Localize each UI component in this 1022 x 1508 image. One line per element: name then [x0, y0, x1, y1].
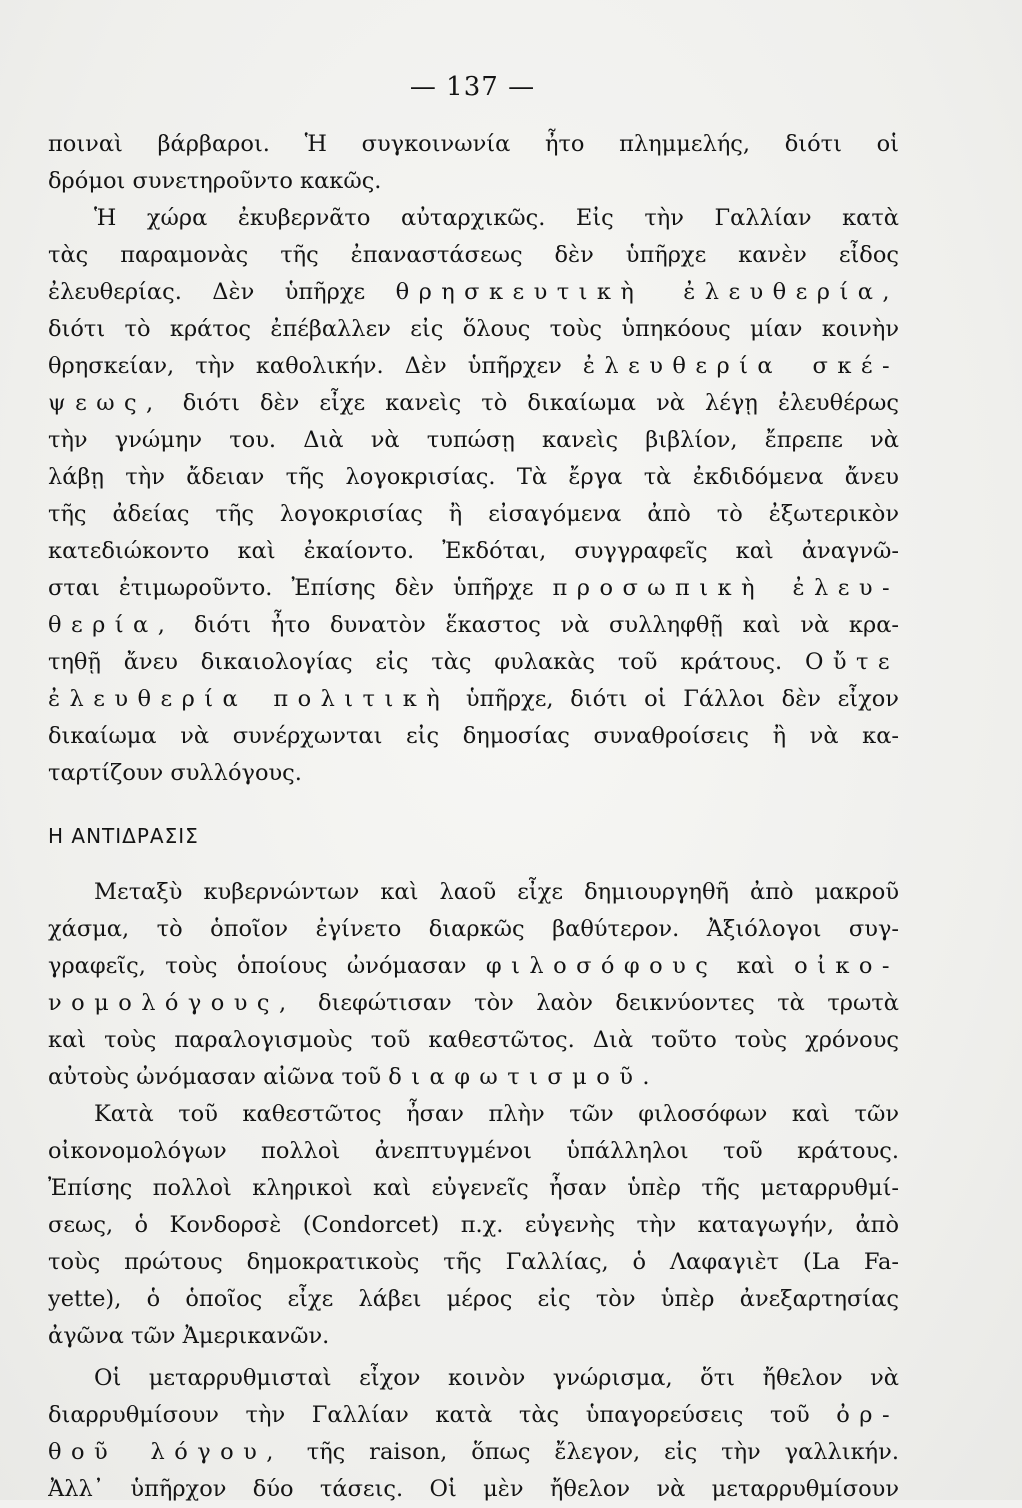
text-line — [48, 1059, 899, 1096]
text-line — [48, 1471, 899, 1508]
paragraphs-before-heading — [48, 126, 899, 792]
emphasized-text: Οὔτε — [804, 649, 899, 675]
text-segment: διεφώτισαν τὸν λαὸν δεικνύοντες τὰ τρωτὰ — [295, 990, 899, 1016]
text-line — [48, 948, 899, 985]
text-segment: λάβῃ τὴν ἄδειαν τῆς λογοκρισίας. Τὰ ἔργα τὰ ἐκδιδόμενα ἄνευ — [48, 464, 899, 490]
emphasized-text: διαφωτισμοῦ. — [388, 1064, 659, 1090]
text-segment: γραφεῖς, τοὺς ὁποίους ὠνόμασαν — [48, 953, 486, 979]
text-segment: Κατὰ τοῦ καθεστῶτος ἦσαν πλὴν τῶν φιλοσόφων καὶ τῶν — [94, 1101, 899, 1127]
text-line — [48, 755, 899, 792]
text-segment: δικαίωμα νὰ συνέρχωνται εἰς δημοσίας συναθροίσεις ἢ νὰ κα- — [48, 723, 899, 749]
text-line — [48, 1096, 899, 1133]
text-line — [48, 311, 899, 348]
text-segment: τηθῇ ἄνευ δικαιολογίας εἰς τὰς φυλακὰς τοῦ κράτους. — [48, 649, 805, 675]
text-segment: Μεταξὺ κυβερνώντων καὶ λαοῦ εἶχε δημιουργηθῆ ἀπὸ μακροῦ — [94, 879, 899, 905]
text-line — [48, 1133, 899, 1170]
page-number: — 137 — — [409, 72, 536, 102]
text-segment: οἰκονομολόγων πολλοὶ ἀνεπτυγμένοι ὑπάλληλοι τοῦ κράτους. — [48, 1138, 899, 1164]
text-line — [48, 1207, 899, 1244]
text-line — [48, 348, 899, 385]
text-segment: κατεδιώκοντο καὶ ἐκαίοντο. Ἐκδόται, συγγραφεῖς καὶ ἀναγνῶ- — [48, 538, 899, 564]
text-line — [48, 1397, 899, 1434]
text-line — [48, 1022, 899, 1059]
text-segment: Ἀλλ᾿ ὑπῆρχον δύο τάσεις. Οἱ μὲν ἤθελον νὰ μεταρρυθμίσουν — [48, 1476, 899, 1502]
emphasized-text: ἐλευθερία σκέ- — [582, 353, 899, 379]
emphasized-text: θρησκευτικὴ ἐλευθερία, — [395, 279, 899, 305]
text-line — [48, 126, 899, 163]
text-segment: yette), ὁ ὁποῖος εἶχε λάβει μέρος εἰς τὸν ὑπὲρ ἀνεξαρτησίας — [48, 1286, 899, 1312]
text-line — [48, 200, 899, 237]
text-segment: δρόμοι συνετηροῦντο κακῶς. — [48, 168, 382, 194]
text-line — [48, 1360, 899, 1397]
body-text — [48, 126, 899, 1508]
emphasized-text: θοῦ λόγου, — [48, 1439, 283, 1465]
text-segment: καὶ — [717, 953, 795, 979]
paragraphs-after-heading — [48, 874, 899, 1508]
text-line — [48, 570, 899, 607]
text-line — [48, 459, 899, 496]
text-segment: διότι δὲν εἶχε κανεὶς τὸ δικαίωμα νὰ λέγῃ ἐλευθέρως — [162, 390, 899, 416]
emphasized-text: φιλοσόφους — [485, 953, 718, 979]
text-line — [48, 385, 899, 422]
text-segment: τῆς raison, ὅπως ἔλεγον, εἰς τὴν γαλλικήν. — [282, 1439, 899, 1465]
emphasized-text: θερία, — [48, 612, 175, 638]
emphasized-text: οἰκο- — [794, 953, 899, 979]
text-line — [48, 874, 899, 911]
text-segment: διότι ἦτο δυνατὸν ἕκαστος νὰ συλληφθῇ καὶ νὰ κρα- — [174, 612, 899, 638]
emphasized-text: νομολόγους, — [48, 990, 296, 1016]
text-line — [48, 163, 899, 200]
text-segment: ἀγῶνα τῶν Ἀμερικανῶν. — [48, 1323, 330, 1349]
text-segment: ποιναὶ βάρβαροι. Ἡ συγκοινωνία ἦτο πλημμελής, διότι οἱ — [48, 131, 899, 157]
emphasized-text: προσωπικὴ ἐλευ- — [552, 575, 899, 601]
text-line — [48, 237, 899, 274]
text-line — [48, 1244, 899, 1281]
text-line — [48, 496, 899, 533]
text-segment: τὴν γνώμην του. Διὰ νὰ τυπώσῃ κανεὶς βιβλίον, ἔπρεπε νὰ — [48, 427, 899, 453]
text-line — [48, 1170, 899, 1207]
text-segment: σται ἐτιμωροῦντο. Ἐπίσης δὲν ὑπῆρχε — [48, 575, 553, 601]
text-line — [48, 1318, 899, 1355]
text-line — [48, 681, 899, 718]
text-segment: ὑπῆρχε, διότι οἱ Γάλλοι δὲν εἶχον — [449, 686, 899, 712]
text-segment: Ἐπίσης πολλοὶ κληρικοὶ καὶ εὐγενεῖς ἦσαν ὑπὲρ τῆς μεταρρυθμί- — [48, 1175, 899, 1201]
text-segment: διαρρυθμίσουν τὴν Γαλλίαν κατὰ τὰς ὑπαγορεύσεις τοῦ — [48, 1402, 837, 1428]
text-segment: σεως, ὁ Κονδορσὲ (Condorcet) π.χ. εὐγενὴς τὴν καταγωγήν, ἀπὸ — [48, 1212, 899, 1238]
text-segment: τὰς παραμονὰς τῆς ἐπαναστάσεως δὲν ὑπῆρχε κανὲν εἶδος — [48, 242, 899, 268]
text-line — [48, 422, 899, 459]
section-heading: Η ΑΝΤΙΔΡΑΣΙΣ — [48, 824, 199, 848]
text-line — [48, 718, 899, 755]
text-segment: θρησκείαν, τὴν καθολικήν. Δὲν ὑπῆρχεν — [48, 353, 583, 379]
text-segment: διότι τὸ κράτος ἐπέβαλλεν εἰς ὅλους τοὺς ὑπηκόους μίαν κοινὴν — [48, 316, 899, 342]
text-line — [48, 911, 899, 948]
text-segment: χάσμα, τὸ ὁποῖον ἐγίνετο διαρκῶς βαθύτερον. Ἀξιόλογοι συγ- — [48, 916, 899, 942]
emphasized-text: ἐλευθερία πολιτικὴ — [48, 686, 450, 712]
text-segment: τοὺς πρώτους δημοκρατικοὺς τῆς Γαλλίας, ὁ Λαφαγιὲτ (La Fa- — [48, 1249, 899, 1275]
text-segment: ταρτίζουν συλλόγους. — [48, 760, 302, 786]
text-line — [48, 274, 899, 311]
emphasized-text: ὀρ- — [836, 1402, 899, 1428]
text-segment: ἐλευθερίας. Δὲν ὑπῆρχε — [48, 279, 396, 305]
text-line — [48, 533, 899, 570]
text-line — [48, 607, 899, 644]
text-line — [48, 1434, 899, 1471]
emphasized-text: ψεως, — [48, 390, 163, 416]
text-line — [48, 644, 899, 681]
text-segment: αὐτοὺς ὠνόμασαν αἰῶνα τοῦ — [48, 1064, 389, 1090]
text-segment: Ἡ χώρα ἐκυβερνᾶτο αὐταρχικῶς. Εἰς τὴν Γαλλίαν κατὰ — [94, 205, 899, 231]
text-segment: Οἱ μεταρρυθμισταὶ εἶχον κοινὸν γνώρισμα, ὅτι ἤθελον νὰ — [94, 1365, 899, 1391]
text-segment: τῆς ἀδείας τῆς λογοκρισίας ἢ εἰσαγόμενα ἀπὸ τὸ ἐξωτερικὸν — [48, 501, 899, 527]
text-line — [48, 1281, 899, 1318]
text-line — [48, 985, 899, 1022]
text-segment: καὶ τοὺς παραλογισμοὺς τοῦ καθεστῶτος. Διὰ τοῦτο τοὺς χρόνους — [48, 1027, 899, 1053]
